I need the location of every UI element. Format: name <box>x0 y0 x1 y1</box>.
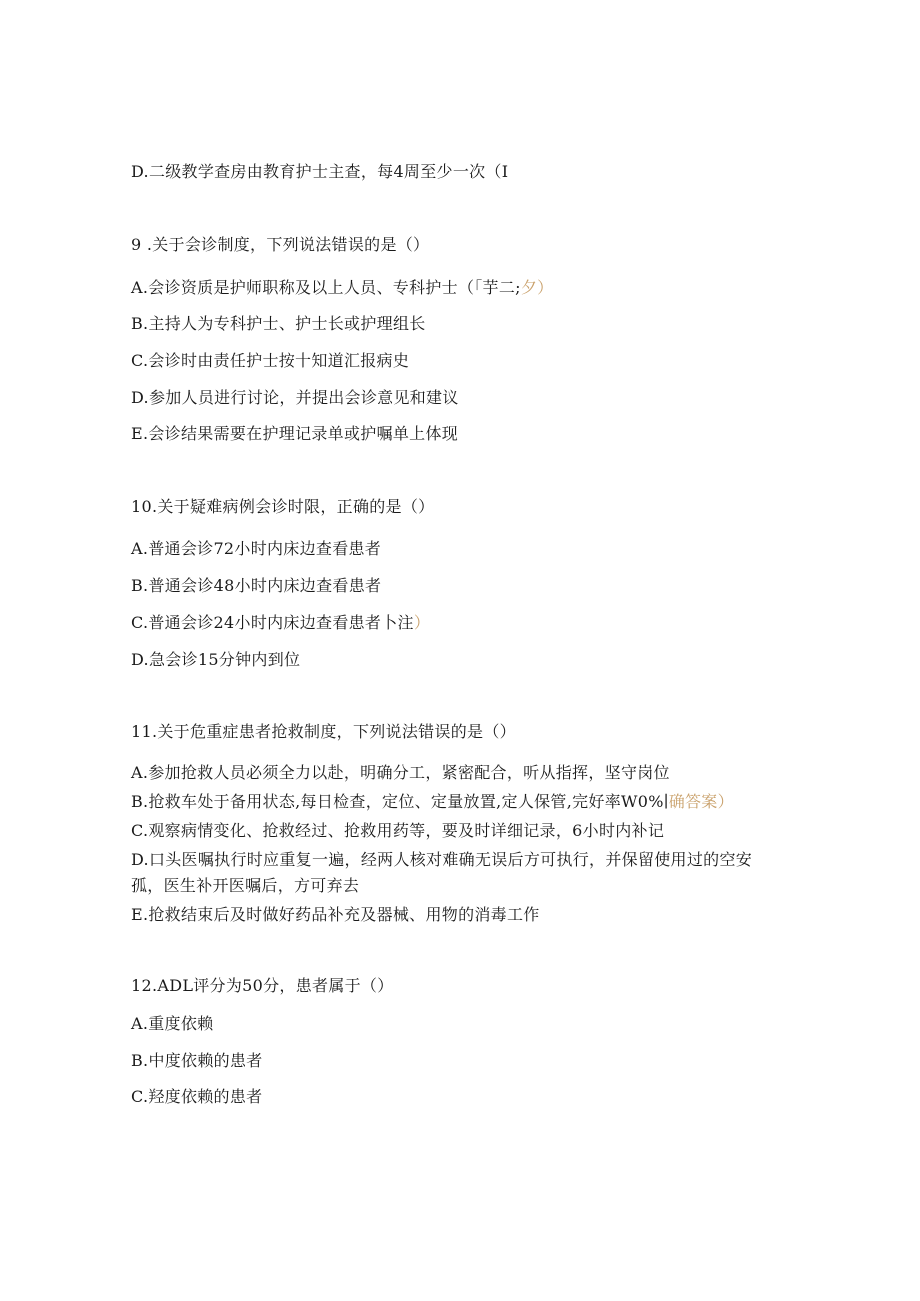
q10-option-c-handwritten-mark: ） <box>413 613 431 632</box>
q11-option-b-handwritten-mark: 确答案） <box>668 792 734 811</box>
q9-option-a-text: A.会诊资质是护师职称及以上人员、专科护士（「芋二; <box>131 278 521 297</box>
q11-option-d-line1: D.口头医嘱执行时应重复一遍，经两人核对难确无误后方可执行，并保留使用过的空安 <box>131 850 753 869</box>
q9-option-b: B.主持人为专科护士、护士长或护理组长 <box>131 314 426 333</box>
q9-option-a <box>131 278 553 298</box>
q9-stem: 9 .关于会诊制度，下列说法错误的是（） <box>131 235 430 254</box>
q12-option-b: B.中度依赖的患者 <box>131 1051 263 1070</box>
q9-option-a-handwritten-mark: 夕） <box>520 278 554 297</box>
q10-option-c <box>131 613 430 633</box>
q11-option-b <box>131 792 734 812</box>
q10-option-d: D.急会诊15分钟内到位 <box>131 650 301 669</box>
q12-option-a: A.重度依赖 <box>131 1014 214 1033</box>
q11-option-d-line2: 孤，医生补开医嘱后，方可弃去 <box>131 876 360 895</box>
q12-option-c: C.羟度依赖的患者 <box>131 1087 263 1106</box>
q9-option-e: E.会诊结果需要在护理记录单或护嘱单上体现 <box>131 424 459 443</box>
q8-option-d: D.二级教学查房由教育护士主查，每4周至少一次（I <box>131 162 509 181</box>
q10-option-b: B.普通会诊48小时内床边查看患者 <box>131 576 382 595</box>
q10-stem: 10.关于疑难病例会诊时限，正确的是（） <box>131 497 435 516</box>
q11-stem: 11.关于危重症患者抢救制度，下列说法错误的是（） <box>131 722 516 741</box>
q11-option-a: A.参加抢救人员必须全力以赴，明确分工，紧密配合，听从指挥，坚守岗位 <box>131 763 670 782</box>
q11-option-e: E.抢救结束后及时做好药品补充及器械、用物的消毒工作 <box>131 905 540 924</box>
q11-option-c: C.观察病情变化、抢救经过、抢救用药等，要及时详细记录，6小时内补记 <box>131 821 665 840</box>
q9-option-d: D.参加人员进行讨论，并提出会诊意见和建议 <box>131 388 459 407</box>
q12-stem: 12.ADL评分为50分，患者属于（） <box>131 976 394 995</box>
q10-option-a: A.普通会诊72小时内床边查看患者 <box>131 539 382 558</box>
q10-option-c-text: C.普通会诊24小时内床边查看患者卜注 <box>131 613 414 632</box>
q11-option-b-text: B.抢救车处于备用状态,每日检查，定位、定量放置,定人保管,完好率W0%∣ <box>131 792 669 811</box>
q9-option-c: C.会诊时由责任护士按十知道汇报病史 <box>131 351 410 370</box>
